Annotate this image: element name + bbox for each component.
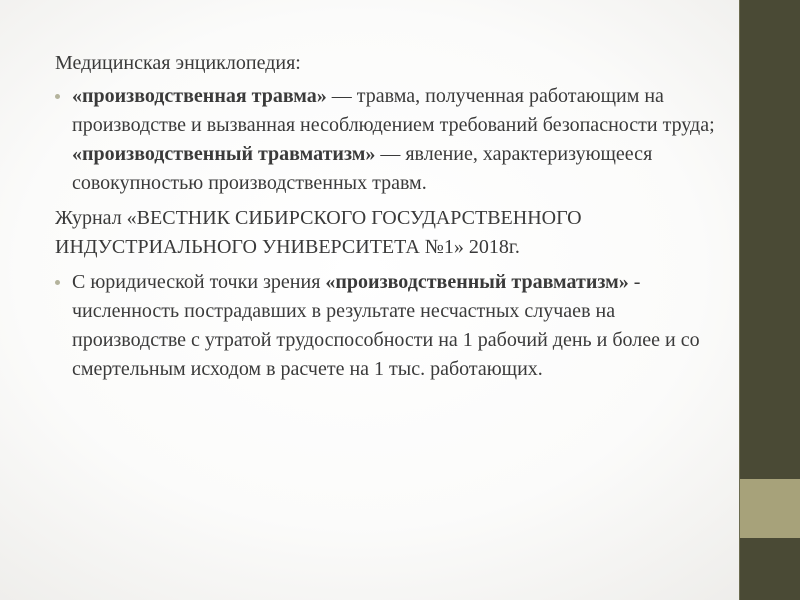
- definition-text: — травма, полученная работающим на производстве и вызванная несоблюдением требований безопасности труда;: [72, 85, 715, 136]
- term-production-injury: «производственная травма»: [72, 85, 327, 107]
- side-accent-block: [740, 479, 800, 538]
- definition-text: С юридической точки зрения: [72, 271, 326, 293]
- definition-text: - численность пострадавших в результате несчастных случаев на производстве с утратой трудоспособности на 1 рабочий день и более и со смертельным исходом в расчете на 1 тыс. работающих.: [72, 271, 700, 380]
- bullet-definitions: [55, 82, 715, 198]
- side-decoration-bar: [739, 0, 800, 600]
- bullet-dot-icon: [55, 280, 60, 285]
- term-production-traumatism: «производственный травматизм»: [325, 271, 629, 293]
- definition-text: — явление, характеризующееся совокупностью производственных травм.: [72, 143, 653, 194]
- heading-medical-encyclopedia: Медицинская энциклопедия:: [55, 52, 301, 74]
- bullet-legal-definition: [55, 268, 715, 384]
- slide-content: [55, 49, 715, 384]
- heading-journal: Журнал «ВЕСТНИК СИБИРСКОГО ГОСУДАРСТВЕННОГО ИНДУСТРИАЛЬНОГО УНИВЕРСИТЕТА №1» 2018г.: [55, 207, 582, 258]
- bullet-dot-icon: [55, 94, 60, 99]
- term-production-traumatism: «производственный травматизм»: [72, 143, 376, 165]
